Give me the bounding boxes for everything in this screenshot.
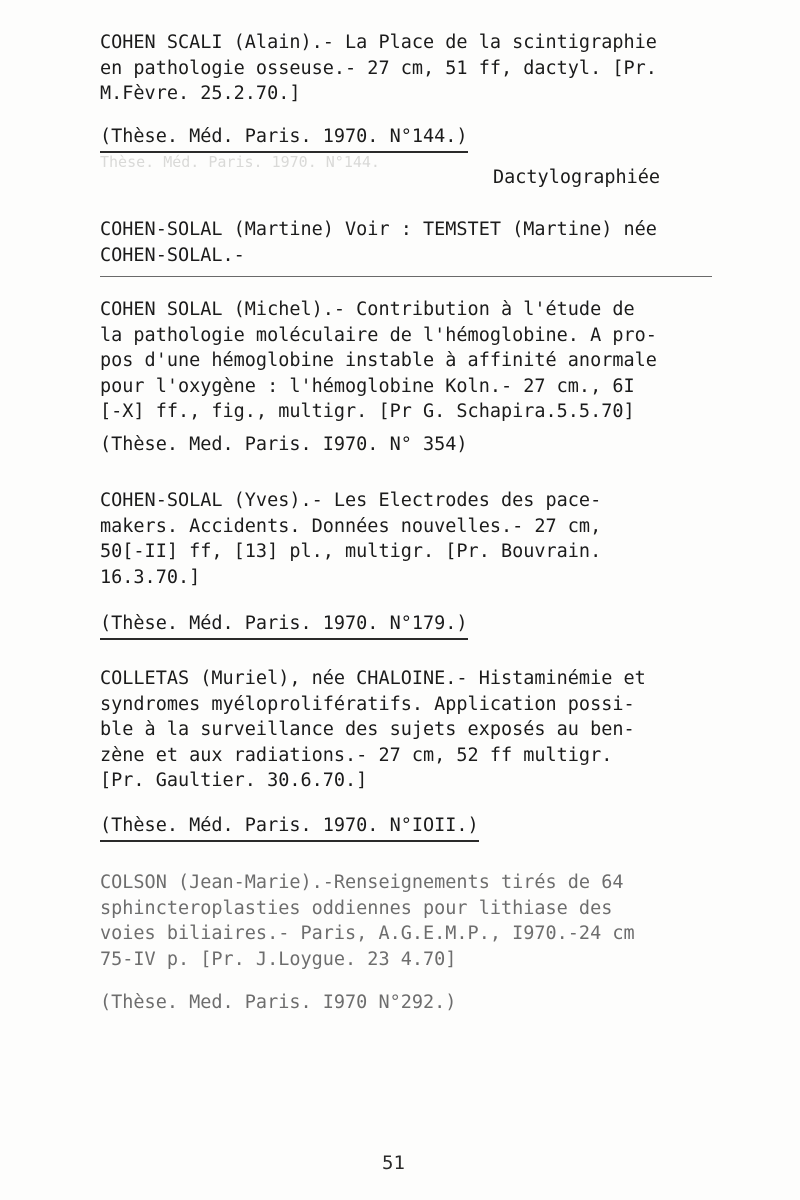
- thesis-reference: (Thèse. Méd. Paris. 1970. N°IOII.): [100, 813, 479, 842]
- entry-colson-jean-marie: [100, 870, 720, 972]
- entry-line: ble à la surveillance des sujets exposés au ben-: [100, 719, 635, 740]
- entry-cohen-solal-martine: [100, 217, 720, 268]
- entry-line: pos d'une hémoglobine instable à affinité anormale: [100, 350, 657, 371]
- entry-line: COLSON (Jean-Marie).-Renseignements tirés de 64: [100, 872, 624, 893]
- entry-line: syndromes myéloprolifératifs. Application possi-: [100, 693, 635, 715]
- entry-colletas-muriel: [100, 666, 720, 794]
- entry-line: [Pr. Gaultier. 30.6.70.]: [100, 770, 368, 791]
- entry-line: 16.3.70.]: [100, 566, 201, 588]
- thesis-reference: (Thèse. Méd. Paris. 1970. N°179.): [100, 611, 468, 640]
- show-through-text: [100, 845, 740, 865]
- thesis-reference: (Thèse. Med. Paris. I970 N°292.): [100, 992, 457, 1013]
- entry-line: COLLETAS (Muriel), née CHALOINE.- Histaminémie et: [100, 668, 646, 689]
- entry-line: la pathologie moléculaire de l'hémoglobine. A pro-: [100, 324, 657, 346]
- entry-line: zène et aux radiations.- 27 cm, 52 ff multigr.: [100, 744, 613, 766]
- entry-line: pour l'oxygène : l'hémoglobine Koln.- 27 cm., 6I: [100, 375, 635, 397]
- entry-line: COHEN SCALI (Alain).- La Place de la scintigraphie: [100, 32, 657, 53]
- entry-line: M.Fèvre. 25.2.70.]: [100, 83, 301, 104]
- entry-line: COHEN-SOLAL (Yves).- Les Electrodes des pace-: [100, 490, 602, 511]
- thesis-reference: (Thèse. Méd. Paris. 1970. N°144.): [100, 124, 468, 153]
- entry-line: [-X] ff., fig., multigr. [Pr G. Schapira.5.5.70]: [100, 401, 635, 422]
- thesis-reference: (Thèse. Med. Paris. I970. N° 354): [100, 434, 468, 455]
- page-number: 51: [382, 1152, 405, 1174]
- entry-line: en pathologie osseuse.- 27 cm, 51 ff, dactyl. [Pr.: [100, 57, 657, 79]
- entry-cohen-solal-michel: [100, 297, 720, 425]
- entry-cohen-solal-yves: [100, 488, 720, 590]
- format-note: Dactylographiée: [493, 167, 661, 188]
- divider-line: [100, 276, 712, 277]
- entry-line: sphincteroplasties oddiennes pour lithiase des: [100, 897, 613, 919]
- entry-cohen-scali-alain: [100, 30, 720, 107]
- entry-line: COHEN-SOLAL.-: [100, 244, 245, 266]
- entry-line: voies biliaires.- Paris, A.G.E.M.P., I970.-24 cm: [100, 923, 635, 944]
- show-through-text: [100, 1075, 740, 1115]
- entry-line: 75-IV p. [Pr. J.Loygue. 23 4.70]: [100, 948, 457, 970]
- entry-line: 50[-II] ff, [13] pl., multigr. [Pr. Bouvrain.: [100, 541, 602, 562]
- entry-line: makers. Accidents. Données nouvelles.- 27 cm,: [100, 515, 602, 537]
- entry-line: COHEN-SOLAL (Martine) Voir : TEMSTET (Martine) née: [100, 219, 657, 240]
- show-through-text: Thèse. Méd. Paris. 1970. N°144.: [100, 153, 380, 171]
- entry-line: COHEN SOLAL (Michel).- Contribution à l'étude de: [100, 299, 635, 320]
